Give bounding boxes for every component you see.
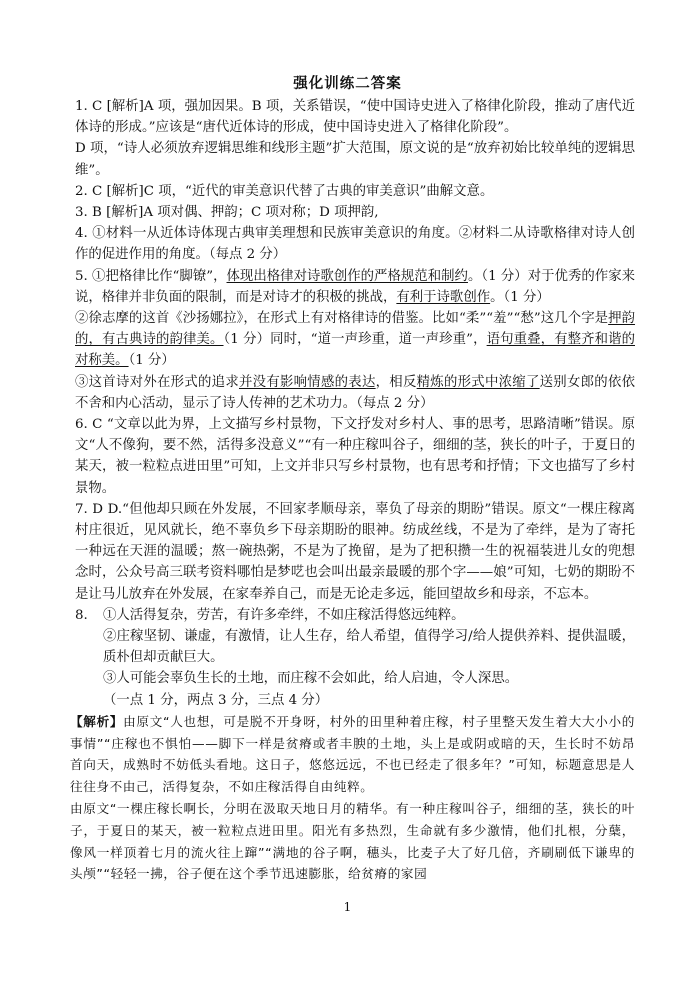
q8-answer-item2: ②庄稼坚韧、谦虚，有激情，让人生存，给人希望，值得学习/给人提供养料、提供温暖，质朴但却贡献巨大。 — [103, 629, 635, 666]
q8-number: 8. — [75, 607, 88, 623]
q5-answer-part2 — [75, 308, 635, 372]
q8-point: ①人活得复杂，劳苦，有许多牵绊，不如庄稼活得悠远纯粹。 — [103, 607, 465, 623]
q5-answer-part3 — [75, 372, 635, 414]
q5-text: （1 分） — [128, 353, 175, 369]
q5-underlined: 有利于诗歌创作 — [396, 289, 491, 305]
q5-underlined: 并没有影响情感的表达 — [238, 374, 376, 390]
q5-text: 。（1 分）对于优秀的作家来说，格律并非负面的限制，而是对诗才的积极的挑战， — [75, 268, 636, 305]
q5-text: （1 分）同时，“道一声珍重，道一声珍重”， — [223, 332, 487, 348]
q5-answer-part1 — [75, 266, 635, 308]
q1-answer-b: D 项，“诗人必须放弃逻辑思维和线形主题”扩大范围，原文说的是“放弃初始比较单纯的逻辑思维”。 — [75, 141, 635, 178]
q1-answer-a: 1. C [解析]A 项，强加因果。B 项，关系错误，“使中国诗史进入了格律化阶段，推动了唐代近体诗的形成。”应该是“唐代近体诗的形成，使中国诗史进入了格律化阶段”。 — [75, 99, 635, 136]
q5-text: 。（1 分） — [490, 289, 550, 305]
q8-answer-item3: ③人可能会辜负生长的土地，而庄稼不会如此，给人启迪，令人深思。 — [103, 671, 519, 687]
q5-underlined: 精炼的形式中浓缩了 — [416, 374, 540, 390]
q4-answer: 4. ①材料一从近体诗体现古典审美理想和民族审美意识的角度。②材料二从诗歌格律对诗人创作的促进作用的角度。（每点 2 分） — [75, 226, 635, 263]
q7-answer: 7. D D.“但他却只顾在外发展，不回家孝顺母亲，辜负了母亲的期盼”错误。原文“一棵庄稼离村庄很近，见风就长，绝不辜负乡下母亲期盼的眼神。纺成丝线，不是为了牵绊，是为了寄托一种远在天涯的温暖；熬一碗热粥，不是为了挽留，是为了把积攒一生的祝福装进儿女的兜想念时，公众号高三联考资料哪怕是梦呓也会叫出最亲最暖的那个字——娘”可知，七奶的期盼不是让马儿放弃在外发展，在家奉养自己，而是无论走多远，能回望故乡和母亲，不忘本。 — [75, 501, 635, 602]
analysis-para-1 — [70, 711, 635, 798]
q5-text: 5. ①把格律比作“脚镣”， — [75, 268, 227, 284]
q5-text: 送别女郎的依依不舍和内心活动，显示了诗人传神的艺术功力。（每点 2 分） — [75, 374, 636, 411]
q5-text: ③这首诗对外在形式的追求 — [75, 374, 239, 390]
q8-answer-item1 — [75, 605, 635, 626]
analysis-text: 由原文“人也想，可是脱不开身呀，村外的田里种着庄稼，村子里整天发生着大大小小的事情”“庄稼也不惧怕——脚下一样是贫瘠或者丰腴的土地，头上是或阴或暗的天，生长时不妨昂首向天，成熟时不妨低头看地。这日子，悠悠远远，不也已经走了很多年？”可知，标题意思是人往往身不由己，活得复杂，不如庄稼活得自由纯粹。 — [70, 713, 635, 795]
analysis-para-2: 由原文“一棵庄稼长啊长，分明在汲取天地日月的精华。有一种庄稼叫谷子，细细的茎，狭长的叶子，于夏日的某天，被一粒粒点进田里。阳光有多热烈，生命就有多少激情，他们扎根，分蘖，像风一样顶着七月的流火往上蹿”“满地的谷子啊，穗头，比麦子大了好几倍，齐刷刷低下谦卑的头颅”“轻轻一拂，谷子便在这个季节迅速膨胀，给贫瘠的家园 — [70, 801, 635, 882]
q5-underlined: 体现出格律对诗歌创作的严格规范和制约 — [226, 268, 468, 284]
q8-score-note: （一点 1 分，两点 3 分，三点 4 分） — [103, 692, 329, 708]
page-title: 强化训练二答案 — [293, 75, 402, 92]
q5-text: ②徐志摩的这首《沙扬娜拉》，在形式上有对格律诗的借鉴。比如“柔”“羞”“愁”这几个字是 — [75, 311, 609, 327]
analysis-label: 【解析】 — [70, 713, 124, 729]
q5-underlined: 押韵的，有古典诗的韵律美。 — [75, 311, 636, 348]
q5-underlined: 语句重叠，有整齐和谐的对称美。 — [75, 332, 635, 369]
q3-answer: 3. B [解析]A 项对偶、押韵；C 项对称；D 项押韵, — [75, 205, 379, 221]
page-number: 1 — [343, 900, 352, 914]
q2-answer: 2. C [解析]C 项，“近代的审美意识代替了古典的审美意识”曲解文意。 — [75, 183, 494, 199]
q5-text: ，相反 — [375, 374, 417, 390]
q6-answer: 6. C “文章以此为界，上文描写乡村景物，下文抒发对乡村人、事的思考，思路清晰”错误。原文“人不像狗，要不然，活得多没意义”“有一种庄稼叫谷子，细细的茎，狭长的叶子，于夏日的某天，被一粒粒点进田里”可知，上文并非只写乡村景物，也有思考和抒情；下文也描写了乡村景物。 — [75, 417, 635, 496]
answer-body — [70, 96, 636, 885]
analysis-section — [70, 711, 635, 885]
